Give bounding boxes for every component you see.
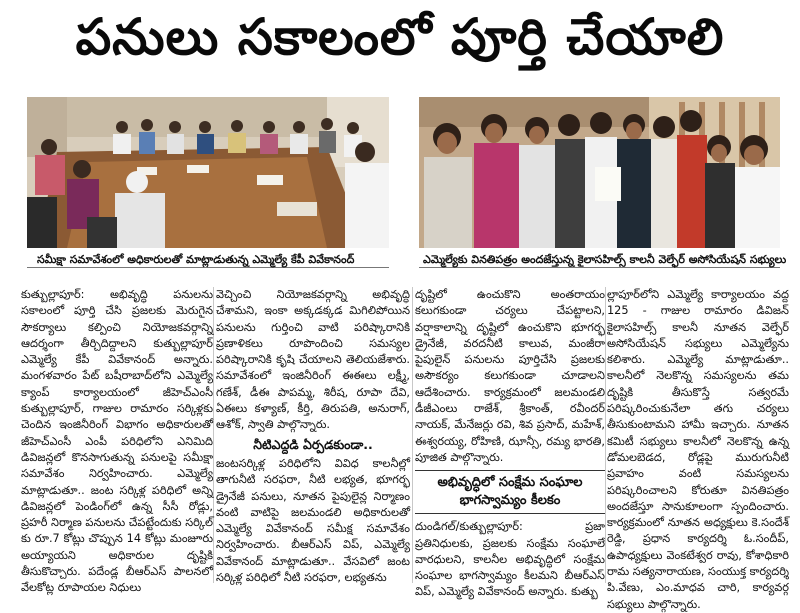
meeting-photo-caption: సమీక్షా సమావేశంలో అధికారులతో మాట్లాడుతున్న ఎమ్మెల్యే కేపీ వివేకానంద్ xyxy=(27,251,389,268)
article-paragraph: కుత్బుల్లాపూర్: అభివృద్ధి పనులను సకాలంలో పూర్తి చేసి ప్రజలకు మెరుగైన సౌకర్యాలు కల్పించి నియోజకవర్గాన్ని ఆదర్శంగా తీర్చిదిద్దాలని కుత్బుల్లాపూర్ ఎమ్మెల్యే కేపీ వివేకానంద్ అన్నారు. మంగళవారం పేట్ బషీరాబాద్‌లోని ఎమ్మెల్యే క్యాంప్ కార్యాలయంలో జీహెచ్ఎంసీ కుత్బుల్లాపూర్, గాజుల రామారం సర్కిళ్లకు చెందిన ఇంజినీరింగ్ విభాగం అధికారులతో జీహెచ్ఎంసీ ఎంపీ పరిధిలోని ఎనిమిది డివిజన్లలో కొనసాగుతున్న పనులపై సమీక్షా సమావేశం నిర్వహించారు. ఎమ్మెల్యే మాట్లాడుతూ.. జంట సర్కిళ్ల పరిధిలో అన్ని డివిజన్లలో పెండింగ్‌లో ఉన్న సీసీ రోడ్లు, ప్రహరీ నిర్మాణ పనులను చేపట్టేందుకు సర్కిల్ కు రూ.7 కోట్లు చొప్పున 14 కోట్లు మంజూరు అయ్యాయని అధికారుల దృష్టికి తీసుకొచ్చారు. పదేండ్ల బీఆర్ఎస్ పాలనలో వేలకోట్ల రూపాయల నిధులు xyxy=(21,288,213,595)
article-paragraph: జంటసర్కిళ్ల పరిధిలోని వివిధ కాలనీల్లో తాగునీటి సరఫరా, నీటి లభ్యత, భూగర్భ డ్రైనేజీ పనులు, నూతన పైపులైన్ల నిర్మాణం వంటి వాటిపై జలమండలి అధికారులతో ఎమ్మెల్యే వివేకానంద్ సమీక్ష సమావేశం నిర్వహించారు. బీఆర్ఎస్ విప్, ఎమ్మెల్యే వివేకానంద్ మాట్లాడుతూ.. వేసవిలో జంట సర్కిళ్ల పరిధిలో నీటి సరఫరా, లభ్యతను xyxy=(216,456,410,585)
column-divider xyxy=(412,287,413,583)
column-divider xyxy=(213,287,214,583)
article-paragraph: దుండిగల్/కుత్బుల్లాపూర్: ప్రజా ప్రతినిధులకు, ప్రజలకు సంక్షేమ సంఘాలే వారధులని, కాలనీల అభివృద్ధిలో సంక్షేమ సంఘాల భాగస్వామ్యం కీలమని బీఆర్ఎస్ విప్, ఎమ్మెల్యే వివేకానంద్ అన్నారు. కుత్బు xyxy=(415,520,605,599)
article-column-1 xyxy=(21,287,213,595)
article-column-2 xyxy=(216,287,410,585)
petition-photo-image xyxy=(419,97,780,248)
column-divider xyxy=(605,287,606,583)
headline: పనులు సకాలంలో పూర్తి చేయాలి xyxy=(75,7,725,66)
article-paragraph: దృష్టిలో ఉంచుకొని అంతరాయం కలుగకుండా చర్యలు చేపట్టాలని, వర్షాకాలాన్ని దృష్టిలో ఉంచుకొని భూగర్భ డ్రైనేజీ, వరదనీటి కాలువ, మంజీరా పైపులైన్ పనులను పూర్తిచేసి ప్రజలకు అసౌకర్యం కలుగకుండా చూడాలని ఆదేశించారు. కార్యక్రమంలో జలమండలి డీజీఎంలు రాజేశ్, శ్రీకాంత్, రవీందర్ నాయక్, మేనేజర్లు రవి, శివ ప్రసాద్, మహేశ్, ఈశ్వరయ్య, రోహిణి, ఝాన్సీ, రమ్య భారతి, పూజిత పాల్గొన్నారు. xyxy=(415,288,605,464)
meeting-photo xyxy=(27,97,389,248)
article-column-4 xyxy=(607,287,789,611)
article-paragraph: వెచ్చించి నియోజకవర్గాన్ని అభివృద్ధి చేశామని, ఇంకా అక్కడక్కడ మిగిలిపోయిన పనులను గుర్తించి వాటి పరిష్కారానికి ప్రణాళికలు రూపొందించి సమస్యల పరిష్కారానికి కృషి చేయాలని తెలియజేశారు. సమావేశంలో ఇంజినీరింగ్ ఈఈలు లక్ష్మీ, గణేశ్, డీఈ పాపమ్మ, శిరీష, రూపా దేవి, ఏఈలు కళ్యాణ్, కీర్తి, తిరుపతి, అనురాగ్, ఆశోక్, స్వాతి పాల్గొన్నారు. xyxy=(216,288,410,432)
subheading: నీటిఎద్దడి ఏర్పడకుండా.. xyxy=(253,436,373,452)
sub-article-headline: అభివృద్ధిలో సంక్షేమ సంఘాల భాగస్వామ్యం కీలకం xyxy=(415,470,605,514)
petition-photo-caption: ఎమ్మెల్యేకు వినతిపత్రం అందజేస్తున్న కైలాసహిల్స్ కాలనీ వెల్ఫేర్ అసోసియేషన్ సభ్యులు xyxy=(419,251,780,268)
petition-photo xyxy=(419,97,780,248)
article-paragraph: ల్లాపూర్‌లోని ఎమ్మెల్యే కార్యాలయం వద్ద 125 - గాజుల రామారం డివిజన్ కైలాసహిల్స్ కాలనీ నూతన వెల్ఫేర్ అసోసియేషన్ సభ్యులు ఎమ్మెల్యేను కలిశారు. ఎమ్మెల్యే మాట్లాడుతూ.. కాలనీలో నెలకొన్న సమస్యలను తమ దృష్టికి తీసుకొస్తే సత్వరమే పరిష్కరించుకునేలా తగు చర్యలు తీసుకుంటామని హామీ ఇచ్చారు. నూతన కమిటీ సభ్యులు కాలనీలో నెలకొన్న ఉన్న డోమలబెడద, రోడ్లపై మురుగునీటి ప్రవాహం వంటి సమస్యలను పరిష్కరించాలని కోరుతూ వినతిపత్రం అందజేస్తూ సానుకూలంగా స్పందించారు. కార్యక్రమంలో నూతన అధ్యక్షులు కె.సందేశ్ రెడ్డి, ప్రధాన కార్యదర్శి ఓ.సందీప్, ఉపాధ్యక్షులు వెంకటేశ్వర రావు, కోశాధికారి రామ సత్యనారాయణ, సంయుక్త కార్యదర్శి పి.వేణు, ఎం.మాధవ చారి, కార్యవర్గ సభ్యులు పాల్గొన్నారు. xyxy=(607,288,789,611)
article-column-3 xyxy=(415,287,605,599)
meeting-photo-image xyxy=(27,97,389,248)
